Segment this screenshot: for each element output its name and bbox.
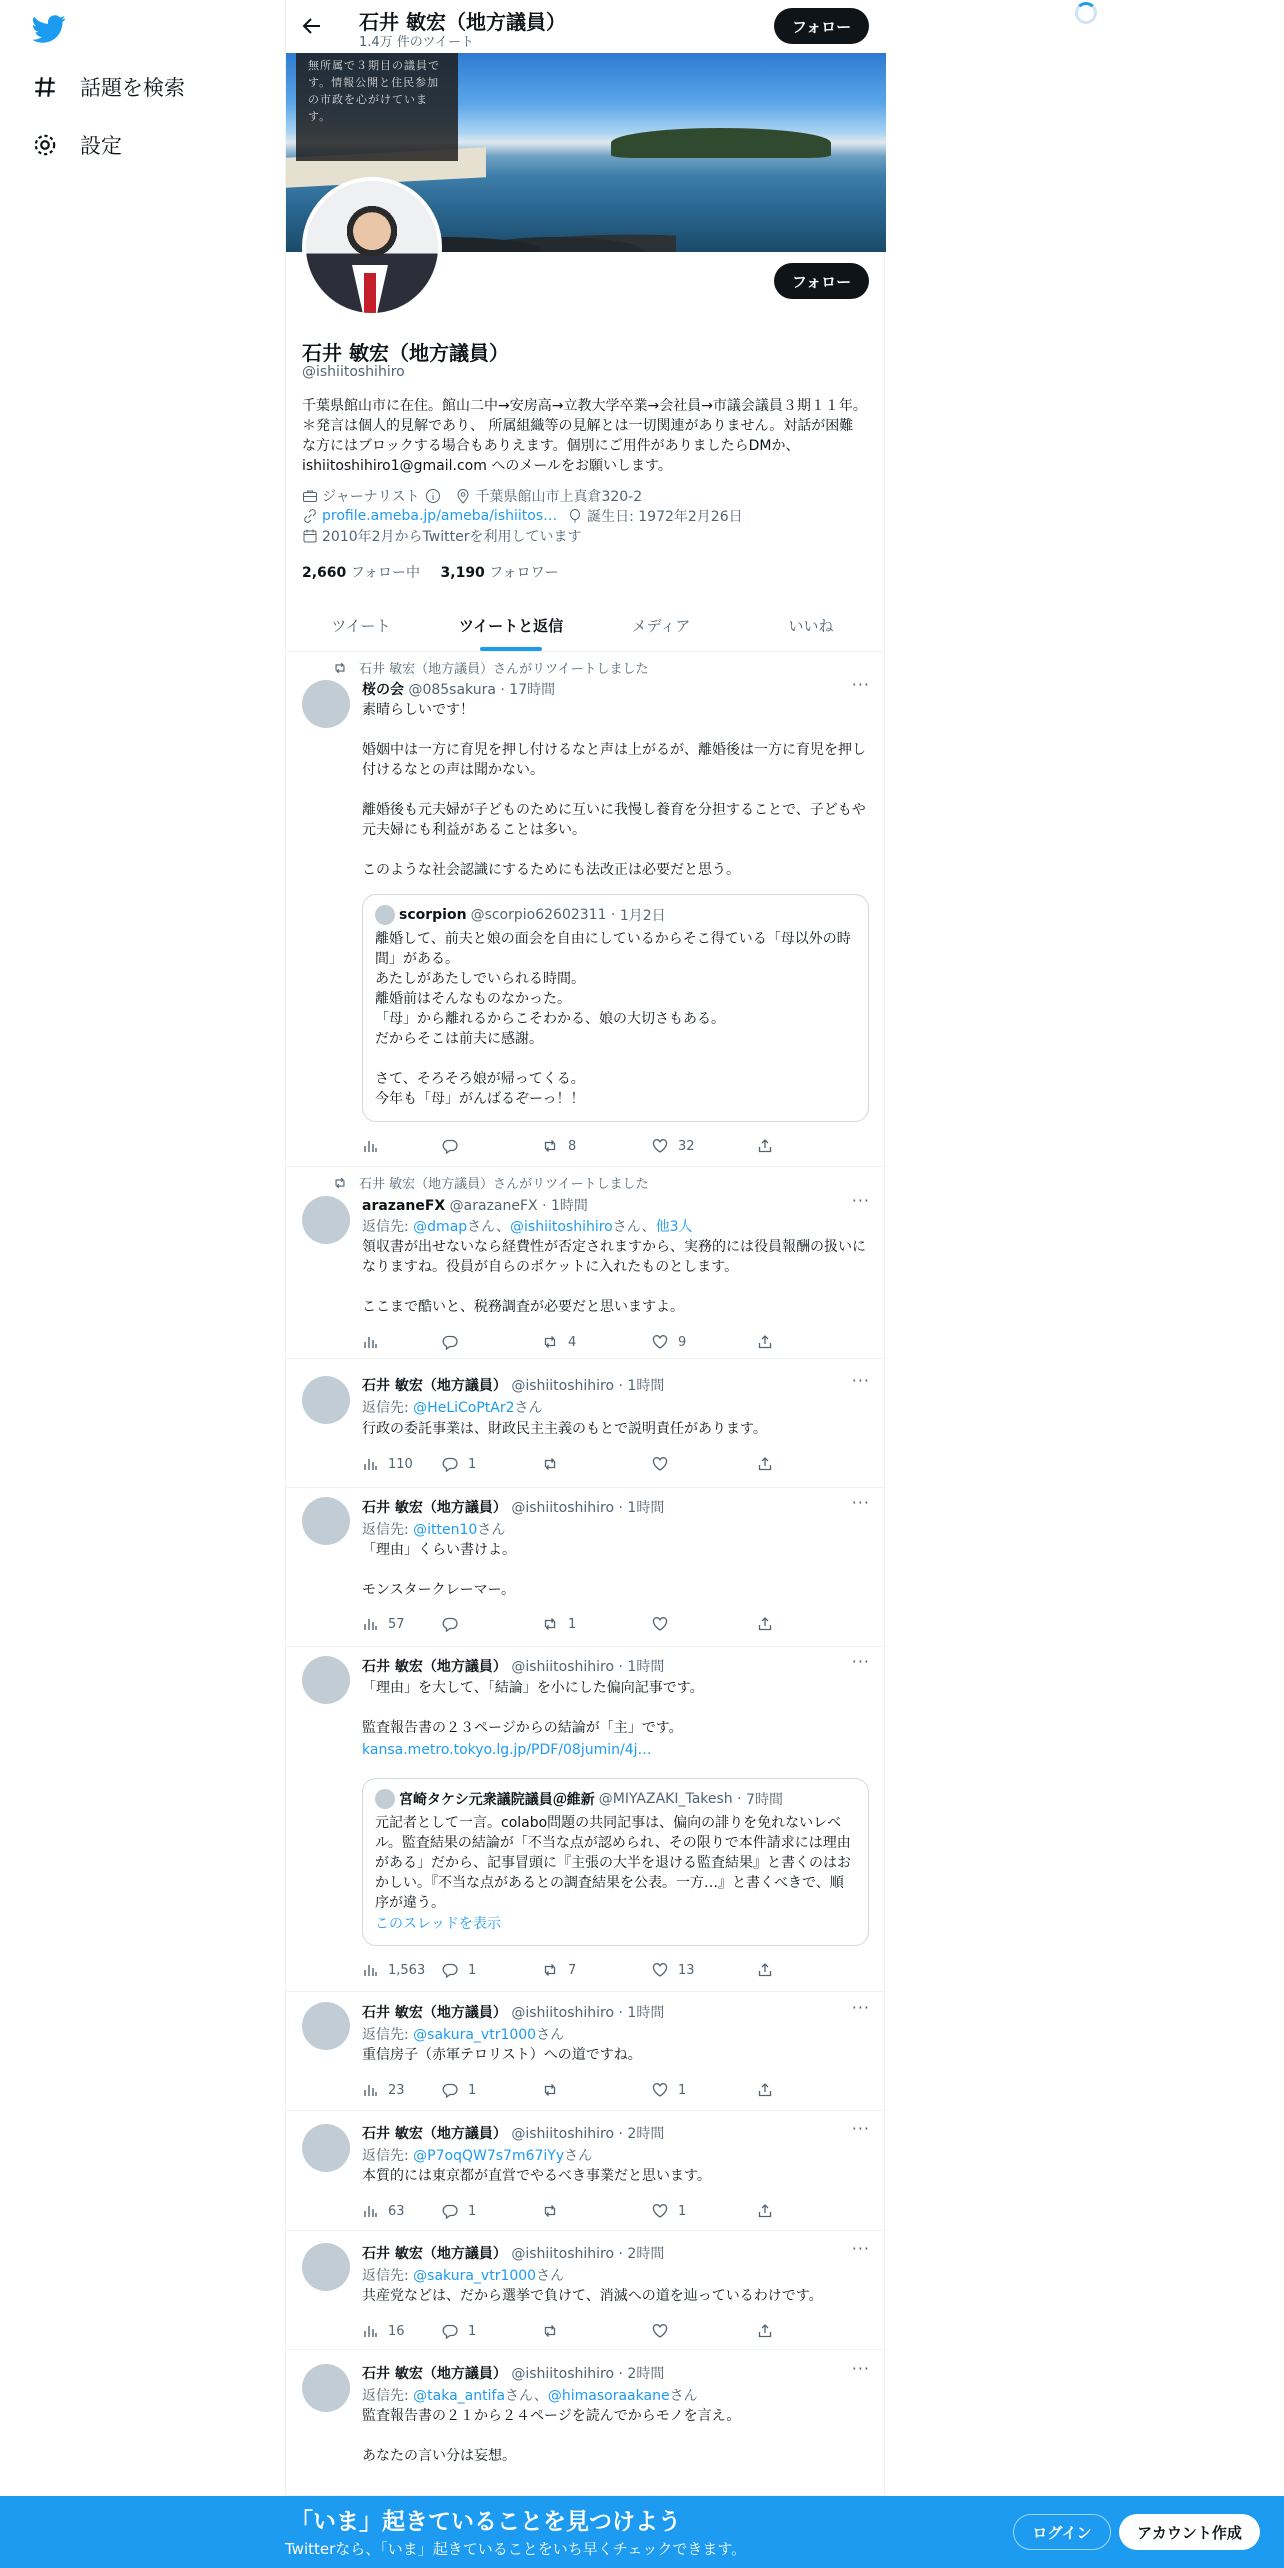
back-arrow-icon[interactable] bbox=[300, 14, 324, 38]
retweet-icon bbox=[542, 2082, 558, 2098]
tab-media[interactable]: メディア bbox=[631, 617, 691, 635]
tweet-time[interactable]: 2時間 bbox=[627, 2246, 665, 2262]
analytics-icon bbox=[362, 2082, 378, 2098]
following-link[interactable] bbox=[302, 565, 420, 581]
nav-settings-label: 設定 bbox=[80, 134, 122, 158]
retweet-count: 1 bbox=[568, 1616, 577, 1632]
analytics-icon bbox=[362, 2203, 378, 2219]
nav-explore[interactable] bbox=[32, 67, 185, 107]
reply-prefix: 返信先: bbox=[362, 1522, 414, 1538]
reply-to-link[interactable]: @himasoraakane bbox=[547, 2388, 670, 2404]
reply-to-link[interactable]: @sakura_vtr1000 bbox=[413, 2268, 537, 2284]
reply-prefix: 返信先: bbox=[362, 2027, 414, 2043]
quoted-tweet-header: 宮崎タケシ元衆議院議員＠維新 @MIYAZAKI_Takesh · 7時間 bbox=[375, 1789, 856, 1809]
like-button[interactable] bbox=[652, 2321, 678, 2341]
quoted-tweet-text: 離婚して、前夫と娘の面会を自由にしているからそこ得ている「母以外の時間」がある。 あたしがあたしでいられる時間。 離婚前はそんなものなかった。 「母」から離れるからこそわかる、娘の大切さもある。 だからそこは前夫に感謝。 さて、そろそろ娘が帰ってくる。 今年も「母」がんばるぞーっ！！ bbox=[375, 931, 851, 1107]
retweet-count: 8 bbox=[568, 1138, 577, 1154]
tweet-header: 石井 敏宏（地方議員） @ishiitoshihiro · 1時間 bbox=[362, 1500, 665, 1516]
profile-job: ジャーナリスト bbox=[322, 489, 420, 505]
tweet-author-name[interactable]: 桜の会 bbox=[362, 682, 404, 698]
like-button[interactable] bbox=[652, 1136, 695, 1156]
signup-banner-subtitle: Twitterなら、「いま」起きていることをいち早くチェックできます。 bbox=[285, 2540, 747, 2558]
tweet-author-handle[interactable]: @ishiitoshihiro bbox=[511, 2246, 615, 2262]
tweet-actions bbox=[362, 2321, 792, 2341]
reply-to-link[interactable]: @ishiitoshihiro bbox=[510, 1219, 613, 1235]
share-icon bbox=[757, 2082, 773, 2098]
more-options-icon[interactable]: ··· bbox=[851, 2119, 870, 2138]
tweet[interactable] bbox=[286, 2350, 886, 2496]
quoted-tweet-text: 元記者として一言。colabo問題の共同記事は、偏向の誹りを免れないレベル。監査結果の結論が「不当な点が認められ、その限りで本件請求には理由がある」だから、記事冒頭に『主張の大半を退ける監査結果』と書くのはおかしい。『不当な点があるとの調査結果を公表。一方…』と書くべきで、順序が違う。 bbox=[375, 1815, 851, 1911]
quoted-author-name: 宮崎タケシ元衆議院議員＠維新 bbox=[399, 1792, 595, 1808]
share-icon bbox=[757, 2203, 773, 2219]
analytics-icon bbox=[362, 1334, 378, 1350]
nav-settings[interactable] bbox=[32, 125, 122, 165]
tweet-header: 石井 敏宏（地方議員） @ishiitoshihiro · 1時間 bbox=[362, 2005, 665, 2021]
tweet-time[interactable]: 1時間 bbox=[627, 1659, 665, 1675]
tweet-text: 素晴らしいです！ 婚姻中は一方に育児を押し付けるなと声は上がるが、離婚後は一方に育児を押し付けるなとの声は聞かない。 離婚後も元夫婦が子どものために互いに我慢し養育を分担することで、子どもや元夫婦にも利益があることは多い。 このような社会認識にするためにも法改正は必要だと思う。 bbox=[362, 702, 866, 878]
tweet-author-name[interactable]: 石井 敏宏（地方議員） bbox=[362, 1378, 507, 1394]
reply-icon bbox=[442, 2203, 458, 2219]
tweet-actions bbox=[362, 1614, 792, 1634]
tweet[interactable] bbox=[286, 1167, 886, 1359]
tab-tweets[interactable]: ツイート bbox=[331, 617, 391, 635]
retweet-label bbox=[333, 658, 648, 677]
profile-birthday: 誕生日: 1972年2月26日 bbox=[587, 509, 743, 525]
tweet-link[interactable]: kansa.metro.tokyo.lg.jp/PDF/08jumin/4j… bbox=[362, 1742, 652, 1758]
tweet-author-handle[interactable]: @ishiitoshihiro bbox=[511, 1500, 615, 1516]
reply-to bbox=[362, 1397, 543, 1417]
nav-explore-label: 話題を検索 bbox=[80, 76, 185, 100]
tweet-author-name[interactable]: 石井 敏宏（地方議員） bbox=[362, 2366, 507, 2382]
profile-follow-button[interactable]: フォロー bbox=[774, 263, 869, 299]
tweet[interactable] bbox=[286, 1992, 886, 2111]
tweet-actions bbox=[362, 1960, 792, 1980]
tweet-actions bbox=[362, 2201, 792, 2221]
profile-bio: 千葉県館山市に在住。館山二中→安房高→立教大学卒業→会社員→市議会議員３期１１年。 ＊発言は個人的見解であり、 所属組織等の見解とは一切関連がありません。対話が困難な方にはブロックする場合もありえます。個別にご用件がありましたらDMか、 ishiitoshihiro1@gmail.com へのメールをお願いします。 bbox=[302, 398, 867, 474]
reply-count: 1 bbox=[468, 2203, 477, 2219]
views-count: 57 bbox=[388, 1616, 405, 1632]
retweet-button[interactable] bbox=[542, 2080, 568, 2100]
profile-handle: @ishiitoshihiro bbox=[302, 364, 405, 380]
retweet-label-text: 石井 敏宏（地方議員）さんがリツイートしました bbox=[359, 1177, 649, 1192]
share-button[interactable] bbox=[757, 2080, 783, 2100]
more-options-icon[interactable]: ··· bbox=[851, 1191, 870, 1210]
reply-to bbox=[362, 2385, 698, 2405]
views-button[interactable] bbox=[362, 2201, 405, 2221]
hashtag-icon bbox=[32, 74, 58, 100]
tweet-author-name[interactable]: 石井 敏宏（地方議員） bbox=[362, 2005, 507, 2021]
retweet-icon bbox=[542, 1138, 558, 1154]
tweet[interactable] bbox=[286, 1647, 886, 1992]
quoted-author-handle: @MIYAZAKI_Takesh bbox=[598, 1791, 733, 1807]
reply-to-link[interactable]: @itten10 bbox=[413, 1522, 478, 1538]
reply-suffix: さん bbox=[669, 2388, 698, 2404]
reply-to-link[interactable]: 他3人 bbox=[655, 1219, 693, 1235]
banner-note: 無所属で３期目の議員です。情報公開と住民参加の市政を心がけています。 bbox=[296, 53, 458, 161]
tweet-avatar[interactable] bbox=[302, 2002, 350, 2050]
share-button[interactable] bbox=[757, 1614, 783, 1634]
profile-header-bar bbox=[286, 0, 886, 53]
share-icon bbox=[757, 1138, 773, 1154]
share-icon bbox=[757, 1334, 773, 1350]
reply-count: 1 bbox=[468, 1456, 477, 1472]
retweet-icon bbox=[542, 2203, 558, 2219]
signup-banner-title: 「いま」起きていることを見つけよう bbox=[290, 2509, 681, 2535]
following-count: 2,660 bbox=[302, 565, 347, 581]
views-button[interactable] bbox=[362, 1960, 425, 1980]
reply-count: 1 bbox=[468, 1962, 477, 1978]
reply-suffix: さん bbox=[536, 2027, 565, 2043]
tweet-author-name[interactable]: 石井 敏宏（地方議員） bbox=[362, 1659, 507, 1675]
retweet-icon bbox=[542, 1334, 558, 1350]
views-count: 23 bbox=[388, 2082, 405, 2098]
tweet-text: 「理由」を大して、「結論」を小にした偏向記事です。 監査報告書の２３ページからの結論が「主」です。 bbox=[362, 1680, 704, 1736]
tweet-text: 領収書が出せないなら経費性が否定されますから、実務的には役員報酬の扱いになりますね。役員が自らのポケットに入れたものとします。 ここまで酷いと、税務調査が必要だと思いますよ。 bbox=[362, 1239, 866, 1315]
banner-island bbox=[611, 128, 831, 158]
retweet-button[interactable] bbox=[542, 1614, 576, 1634]
header-follow-button[interactable]: フォロー bbox=[774, 8, 869, 44]
followers-count: 3,190 bbox=[440, 565, 485, 581]
tweet-author-name[interactable]: arazaneFX bbox=[362, 1198, 446, 1214]
more-options-icon[interactable]: ··· bbox=[851, 1998, 870, 2017]
share-button[interactable] bbox=[757, 1136, 783, 1156]
tab-tweets-and-replies[interactable]: ツイートと返信 bbox=[436, 600, 586, 651]
tweet-header: 石井 敏宏（地方議員） @ishiitoshihiro · 2時間 bbox=[362, 2126, 665, 2142]
info-icon[interactable] bbox=[425, 488, 441, 504]
loading-spinner-icon bbox=[1075, 2, 1097, 24]
reply-to bbox=[362, 2145, 592, 2165]
tweet-header: 桜の会 @085sakura · 17時間 bbox=[362, 682, 556, 698]
like-count: 13 bbox=[678, 1962, 695, 1978]
tweet-time[interactable]: 1時間 bbox=[627, 1500, 665, 1516]
link-icon bbox=[302, 508, 318, 524]
tweet-header: 石井 敏宏（地方議員） @ishiitoshihiro · 2時間 bbox=[362, 2366, 665, 2382]
left-navigation bbox=[0, 0, 285, 2568]
quoted-tweet[interactable] bbox=[362, 1778, 869, 1946]
reply-separator: さん、 bbox=[505, 2388, 548, 2404]
tweet-time[interactable]: 17時間 bbox=[509, 682, 556, 698]
tweet-header: 石井 敏宏（地方議員） @ishiitoshihiro · 1時間 bbox=[362, 1659, 665, 1675]
retweet-button[interactable] bbox=[542, 2321, 568, 2341]
quoted-time: 1月2日 bbox=[619, 908, 666, 924]
retweet-button[interactable] bbox=[542, 1136, 576, 1156]
more-options-icon[interactable]: ··· bbox=[851, 2359, 870, 2378]
reply-button[interactable] bbox=[442, 1332, 468, 1352]
tweet-time[interactable]: 2時間 bbox=[627, 2126, 665, 2142]
more-options-icon[interactable]: ··· bbox=[851, 2239, 870, 2258]
reply-to bbox=[362, 1216, 693, 1236]
quoted-avatar bbox=[375, 1789, 395, 1809]
tweet-time[interactable]: 2時間 bbox=[627, 2366, 665, 2382]
header-tweet-count: 1.4万 件のツイート bbox=[359, 35, 474, 50]
tweet-avatar[interactable] bbox=[302, 1497, 350, 1545]
tweet[interactable] bbox=[286, 2231, 886, 2350]
tweet-avatar[interactable] bbox=[302, 1196, 350, 1244]
like-count: 9 bbox=[678, 1334, 687, 1350]
reply-button[interactable] bbox=[442, 1614, 468, 1634]
login-button[interactable]: ログイン bbox=[1013, 2514, 1111, 2550]
heart-icon bbox=[652, 1456, 668, 1472]
tweet-author-name[interactable]: 石井 敏宏（地方議員） bbox=[362, 2126, 507, 2142]
like-button[interactable] bbox=[652, 1332, 686, 1352]
heart-icon bbox=[652, 1138, 668, 1154]
tweet-avatar[interactable] bbox=[302, 2124, 350, 2172]
profile-location: 千葉県館山市上真倉320-2 bbox=[475, 489, 643, 505]
heart-icon bbox=[652, 1962, 668, 1978]
tab-likes[interactable]: いいね bbox=[788, 617, 834, 635]
views-button[interactable] bbox=[362, 1136, 388, 1156]
reply-prefix: 返信先: bbox=[362, 2148, 414, 2164]
reply-icon bbox=[442, 2323, 458, 2339]
retweet-icon bbox=[333, 1176, 347, 1190]
show-thread-link[interactable]: このスレッドを表示 bbox=[375, 1916, 501, 1932]
calendar-icon bbox=[302, 528, 318, 544]
retweet-icon bbox=[542, 1616, 558, 1632]
followers-link[interactable] bbox=[441, 565, 559, 581]
reply-button[interactable] bbox=[442, 2321, 476, 2341]
retweet-count: 7 bbox=[568, 1962, 577, 1978]
share-button[interactable] bbox=[757, 1332, 783, 1352]
views-button[interactable] bbox=[362, 1332, 388, 1352]
quoted-author-handle: @scorpio62602311 bbox=[470, 907, 607, 923]
share-button[interactable] bbox=[757, 2321, 783, 2341]
tweet-text: 「理由」くらい書けよ。 モンスタークレーマー。 bbox=[362, 1542, 516, 1598]
analytics-icon bbox=[362, 1616, 378, 1632]
retweet-label bbox=[333, 1173, 648, 1192]
views-count: 16 bbox=[388, 2323, 405, 2339]
retweet-count: 4 bbox=[568, 1334, 577, 1350]
tweet-avatar[interactable] bbox=[302, 2364, 350, 2412]
tweet-avatar[interactable] bbox=[302, 1376, 350, 1424]
signup-banner bbox=[0, 2496, 1284, 2568]
followers-label: フォロワー bbox=[489, 565, 559, 581]
like-button[interactable] bbox=[652, 2080, 686, 2100]
reply-suffix: さん bbox=[477, 1522, 506, 1538]
gear-icon bbox=[32, 132, 58, 158]
like-count: 1 bbox=[678, 2203, 687, 2219]
analytics-icon bbox=[362, 1138, 378, 1154]
tweet-author-name[interactable]: 石井 敏宏（地方議員） bbox=[362, 1500, 507, 1516]
retweet-icon bbox=[333, 661, 347, 675]
profile-tabs bbox=[286, 600, 886, 652]
tweet-time[interactable]: 1時間 bbox=[627, 2005, 665, 2021]
reply-to bbox=[362, 1519, 505, 1539]
location-pin-icon bbox=[455, 488, 471, 504]
tweet-header: 石井 敏宏（地方議員） @ishiitoshihiro · 1時間 bbox=[362, 1378, 665, 1394]
share-button[interactable] bbox=[757, 1960, 783, 1980]
tweet-author-name[interactable]: 石井 敏宏（地方議員） bbox=[362, 2246, 507, 2262]
like-button[interactable] bbox=[652, 1454, 678, 1474]
tweet-actions bbox=[362, 2080, 792, 2100]
analytics-icon bbox=[362, 2323, 378, 2339]
reply-prefix: 返信先: bbox=[362, 1400, 414, 1416]
tweet-actions bbox=[362, 1454, 792, 1474]
quoted-avatar bbox=[375, 905, 395, 925]
retweet-button[interactable] bbox=[542, 2201, 568, 2221]
reply-icon bbox=[442, 1456, 458, 1472]
tweet-header: arazaneFX @arazaneFX · 1時間 bbox=[362, 1198, 588, 1214]
tweet[interactable] bbox=[286, 652, 886, 1167]
retweet-label-text: 石井 敏宏（地方議員）さんがリツイートしました bbox=[359, 662, 649, 677]
more-options-icon[interactable]: ··· bbox=[851, 675, 870, 694]
like-button[interactable] bbox=[652, 1960, 695, 1980]
tweet-author-handle[interactable]: @ishiitoshihiro bbox=[511, 2366, 615, 2382]
tweet-author-handle[interactable]: @ishiitoshihiro bbox=[511, 1378, 615, 1394]
reply-separator: さん、 bbox=[467, 1219, 511, 1235]
views-count: 110 bbox=[388, 1456, 413, 1472]
tweet-header: 石井 敏宏（地方議員） @ishiitoshihiro · 2時間 bbox=[362, 2246, 665, 2262]
reply-to-link[interactable]: @sakura_vtr1000 bbox=[413, 2027, 537, 2043]
heart-icon bbox=[652, 2203, 668, 2219]
retweet-button[interactable] bbox=[542, 1332, 576, 1352]
views-button[interactable] bbox=[362, 1454, 413, 1474]
tweet-time[interactable]: 1時間 bbox=[627, 1378, 665, 1394]
retweet-button[interactable] bbox=[542, 1454, 568, 1474]
tweet-author-handle[interactable]: @arazaneFX bbox=[449, 1198, 538, 1214]
tweet-text: 行政の委託事業は、財政民主主義のもとで説明責任があります。 bbox=[362, 1421, 767, 1437]
main-column bbox=[285, 0, 885, 2568]
analytics-icon bbox=[362, 1456, 378, 1472]
views-count: 1,563 bbox=[388, 1962, 426, 1978]
tweet-text: 本質的には東京都が直営でやるべき事業だと思います。 bbox=[362, 2168, 711, 2184]
profile-meta-row-1 bbox=[302, 486, 642, 506]
share-icon bbox=[757, 1962, 773, 1978]
like-count: 32 bbox=[678, 1138, 695, 1154]
reply-count: 1 bbox=[468, 2323, 477, 2339]
follow-stats bbox=[302, 562, 559, 582]
reply-to-link[interactable]: @dmap bbox=[413, 1219, 468, 1235]
retweet-icon bbox=[542, 2323, 558, 2339]
more-options-icon[interactable]: ··· bbox=[851, 1371, 870, 1390]
reply-count: 1 bbox=[468, 2082, 477, 2098]
views-button[interactable] bbox=[362, 1614, 405, 1634]
retweet-button[interactable] bbox=[542, 1960, 576, 1980]
tweet-author-handle[interactable]: @ishiitoshihiro bbox=[511, 2005, 615, 2021]
reply-suffix: さん bbox=[514, 1400, 543, 1416]
reply-icon bbox=[442, 1334, 458, 1350]
share-icon bbox=[757, 1616, 773, 1632]
avatar-photo bbox=[306, 181, 438, 313]
header-name: 石井 敏宏（地方議員） bbox=[359, 10, 566, 34]
quoted-tweet[interactable] bbox=[362, 894, 869, 1122]
quoted-author-name: scorpion bbox=[399, 907, 467, 923]
heart-icon bbox=[652, 1616, 668, 1632]
tweet-avatar[interactable] bbox=[302, 680, 350, 728]
reply-icon bbox=[442, 1616, 458, 1632]
tweet[interactable] bbox=[286, 1488, 886, 1647]
profile-meta-row-2 bbox=[302, 506, 743, 526]
reply-to-link[interactable]: @P7oqQW7s7m67iYy bbox=[413, 2148, 565, 2164]
share-icon bbox=[757, 2323, 773, 2339]
reply-to-link[interactable]: @taka_antifa bbox=[413, 2388, 506, 2404]
views-count: 63 bbox=[388, 2203, 405, 2219]
quoted-tweet-header: scorpion @scorpio62602311 · 1月2日 bbox=[375, 905, 856, 925]
share-button[interactable] bbox=[757, 1454, 783, 1474]
profile-meta-row-3 bbox=[302, 526, 581, 546]
heart-icon bbox=[652, 1334, 668, 1350]
profile-joined: 2010年2月からTwitterを利用しています bbox=[322, 529, 582, 545]
heart-icon bbox=[652, 2323, 668, 2339]
share-button[interactable] bbox=[757, 2201, 783, 2221]
profile-avatar[interactable] bbox=[302, 177, 442, 317]
views-button[interactable] bbox=[362, 2080, 405, 2100]
reply-button[interactable] bbox=[442, 1136, 468, 1156]
tweet-author-handle[interactable]: @ishiitoshihiro bbox=[511, 2126, 615, 2142]
like-count: 1 bbox=[678, 2082, 687, 2098]
like-button[interactable] bbox=[652, 1614, 678, 1634]
reply-icon bbox=[442, 1138, 458, 1154]
tweet-author-handle[interactable]: @ishiitoshihiro bbox=[511, 1659, 615, 1675]
tweet-avatar[interactable] bbox=[302, 2243, 350, 2291]
tweet-avatar[interactable] bbox=[302, 1656, 350, 1704]
reply-suffix: さん bbox=[536, 2268, 565, 2284]
briefcase-icon bbox=[302, 488, 318, 504]
reply-separator: さん、 bbox=[612, 1219, 656, 1235]
reply-icon bbox=[442, 2082, 458, 2098]
reply-button[interactable] bbox=[442, 1454, 476, 1474]
tweet-actions bbox=[362, 1136, 792, 1156]
reply-to-link[interactable]: @HeLiCoPtAr2 bbox=[413, 1400, 515, 1416]
reply-suffix: さん bbox=[564, 2148, 593, 2164]
balloon-icon bbox=[567, 508, 583, 524]
reply-prefix: 返信先: bbox=[362, 2268, 414, 2284]
tweet-text: 共産党などは、だから選挙で負けて、消滅への道を辿っているわけです。 bbox=[362, 2288, 823, 2304]
tweet-author-handle[interactable]: @085sakura bbox=[408, 682, 496, 698]
following-label: フォロー中 bbox=[350, 565, 421, 581]
tweet-actions bbox=[362, 1332, 792, 1352]
share-icon bbox=[757, 1456, 773, 1472]
reply-to bbox=[362, 2265, 564, 2285]
retweet-icon bbox=[542, 1456, 558, 1472]
signup-button[interactable]: アカウント作成 bbox=[1119, 2514, 1260, 2550]
reply-prefix: 返信先: bbox=[362, 1219, 414, 1235]
profile-website-link[interactable]: profile.ameba.jp/ameba/ishiitos… bbox=[322, 508, 558, 524]
reply-button[interactable] bbox=[442, 1960, 476, 1980]
reply-to bbox=[362, 2024, 564, 2044]
views-button[interactable] bbox=[362, 2321, 405, 2341]
reply-button[interactable] bbox=[442, 2080, 476, 2100]
quoted-time: 7時間 bbox=[746, 1792, 783, 1808]
reply-icon bbox=[442, 1962, 458, 1978]
tweet-text: 重信房子（赤軍テロリスト）への道ですね。 bbox=[362, 2047, 642, 2063]
tweet[interactable] bbox=[286, 1359, 886, 1488]
profile-name: 石井 敏宏（地方議員） bbox=[302, 341, 509, 365]
reply-button[interactable] bbox=[442, 2201, 476, 2221]
more-options-icon[interactable]: ··· bbox=[851, 1493, 870, 1512]
like-button[interactable] bbox=[652, 2201, 686, 2221]
retweet-icon bbox=[542, 1962, 558, 1978]
reply-prefix: 返信先: bbox=[362, 2388, 414, 2404]
tweet-text: 監査報告書の２１から２４ページを読んでからモノを言え。 あなたの言い分は妄想。 bbox=[362, 2408, 741, 2464]
heart-icon bbox=[652, 2082, 668, 2098]
tweet-time[interactable]: 1時間 bbox=[551, 1198, 588, 1214]
more-options-icon[interactable]: ··· bbox=[851, 1652, 870, 1671]
tweet[interactable] bbox=[286, 2111, 886, 2231]
twitter-logo-icon[interactable] bbox=[32, 12, 66, 46]
analytics-icon bbox=[362, 1962, 378, 1978]
